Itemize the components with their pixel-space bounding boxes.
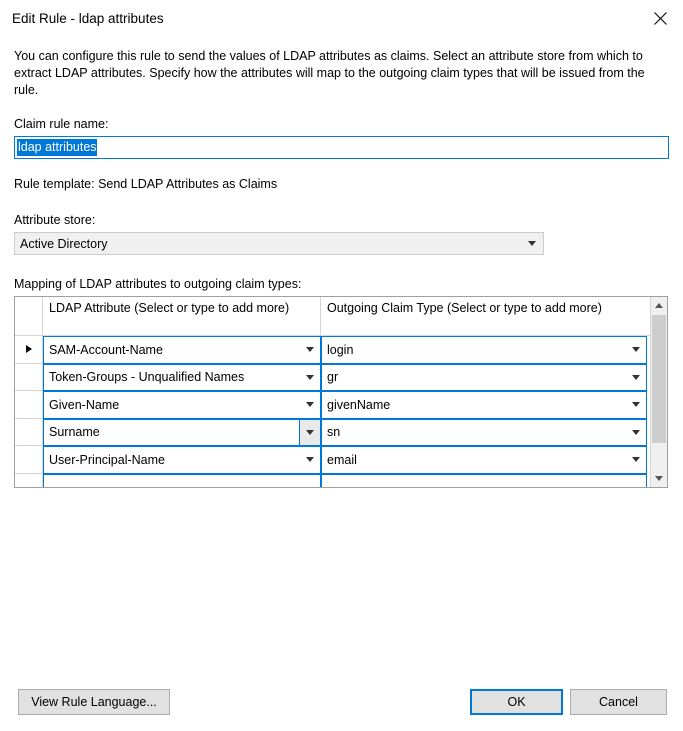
chevron-down-icon[interactable]: [300, 365, 320, 391]
mapping-label: Mapping of LDAP attributes to outgoing claim types:: [14, 277, 302, 291]
grid-rows: [15, 336, 667, 488]
row-selector[interactable]: [15, 474, 43, 489]
outgoing-claim-type-select[interactable]: [321, 336, 647, 364]
grid-header-outgoing-claim-type: Outgoing Claim Type (Select or type to add more): [321, 297, 651, 335]
title-bar: [0, 0, 683, 36]
table-row[interactable]: [15, 364, 667, 392]
scroll-up-icon[interactable]: [651, 297, 667, 314]
ldap-attribute-value: User-Principal-Name: [49, 452, 165, 467]
chevron-down-icon[interactable]: [300, 447, 320, 473]
grid-header-ldap-attribute: LDAP Attribute (Select or type to add more): [43, 297, 321, 335]
ldap-attribute-value: SAM-Account-Name: [49, 342, 163, 357]
close-icon[interactable]: [637, 0, 683, 36]
table-row[interactable]: [15, 474, 667, 489]
row-selector[interactable]: [15, 336, 43, 364]
chevron-down-icon[interactable]: [626, 392, 646, 418]
grid-header-row: [15, 297, 667, 336]
chevron-down-icon[interactable]: [626, 337, 646, 363]
ldap-attribute-select[interactable]: [43, 419, 321, 447]
ldap-attribute-select[interactable]: [43, 446, 321, 474]
table-row[interactable]: [15, 391, 667, 419]
chevron-down-icon: [521, 233, 543, 254]
outgoing-claim-type-value: email: [327, 452, 357, 467]
table-row[interactable]: [15, 446, 667, 474]
table-row[interactable]: [15, 419, 667, 447]
chevron-down-icon[interactable]: [626, 420, 646, 446]
attribute-store-label: Attribute store:: [14, 213, 96, 227]
outgoing-claim-type-select[interactable]: [321, 391, 647, 419]
scroll-down-icon[interactable]: [651, 470, 667, 487]
chevron-down-icon[interactable]: [300, 392, 320, 418]
mapping-grid: [14, 296, 668, 488]
row-selector[interactable]: [15, 419, 43, 447]
chevron-down-icon[interactable]: [626, 447, 646, 473]
chevron-down-icon[interactable]: [626, 365, 646, 391]
outgoing-claim-type-select[interactable]: [321, 474, 647, 489]
outgoing-claim-type-value: sn: [327, 425, 341, 440]
ldap-attribute-select[interactable]: [43, 474, 321, 489]
dialog-footer: [0, 673, 683, 731]
cancel-button[interactable]: Cancel: [570, 689, 667, 715]
current-row-arrow-icon: [26, 345, 32, 353]
chevron-down-icon[interactable]: [299, 420, 320, 446]
ldap-attribute-select[interactable]: [43, 336, 321, 364]
rule-template-text: Rule template: Send LDAP Attributes as Claims: [14, 177, 278, 191]
table-row[interactable]: [15, 336, 667, 364]
claim-rule-name-label: Claim rule name:: [14, 117, 109, 131]
dialog-body: [0, 36, 683, 488]
outgoing-claim-type-select[interactable]: [321, 364, 647, 392]
window-title: Edit Rule - ldap attributes: [12, 10, 164, 26]
grid-vertical-scrollbar[interactable]: [650, 297, 667, 487]
chevron-down-icon[interactable]: [300, 337, 320, 363]
claim-rule-name-input[interactable]: [14, 136, 669, 159]
row-selector[interactable]: [15, 391, 43, 419]
outgoing-claim-type-select[interactable]: [321, 446, 647, 474]
ldap-attribute-value: Given-Name: [49, 397, 120, 412]
outgoing-claim-type-value: givenName: [327, 397, 391, 412]
intro-text: You can configure this rule to send the values of LDAP attributes as claims. Select an attribute store from which to extract LDAP attributes. Specify how the attributes will map to the outgoing claim types that will be issued from the rule.: [14, 49, 645, 97]
outgoing-claim-type-select[interactable]: [321, 419, 647, 447]
grid-header-rowselector: [15, 297, 43, 335]
row-selector[interactable]: [15, 446, 43, 474]
ldap-attribute-value: Token-Groups - Unqualified Names: [49, 370, 245, 385]
row-selector[interactable]: [15, 364, 43, 392]
attribute-store-value: Active Directory: [20, 236, 108, 251]
outgoing-claim-type-value: gr: [327, 370, 339, 385]
outgoing-claim-type-value: login: [327, 342, 354, 357]
ldap-attribute-value: Surname: [49, 425, 100, 440]
claim-rule-name-value: ldap attributes: [18, 140, 97, 154]
attribute-store-select[interactable]: [14, 232, 544, 255]
scrollbar-thumb[interactable]: [652, 315, 666, 443]
ok-button[interactable]: OK: [470, 689, 563, 715]
ldap-attribute-select[interactable]: [43, 364, 321, 392]
ldap-attribute-select[interactable]: [43, 391, 321, 419]
view-rule-language-button[interactable]: View Rule Language...: [18, 689, 170, 715]
